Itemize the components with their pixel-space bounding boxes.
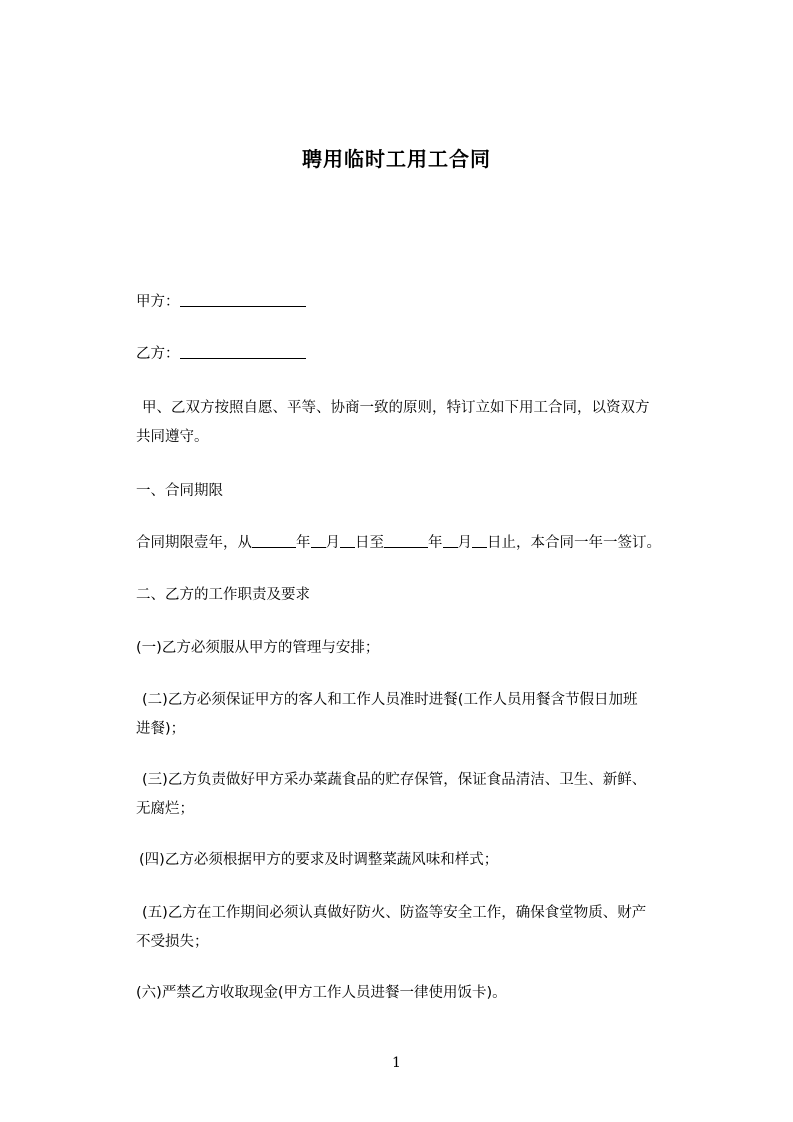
section-1-heading: 一、合同期限 — [136, 483, 223, 499]
duty-item-1: (一)乙方必须服从甲方的管理与安排； — [136, 640, 380, 656]
intro-paragraph — [136, 394, 716, 452]
party-a-label: 甲方： — [136, 294, 180, 310]
term-text-end: 日止，本合同一年一签订。 — [487, 535, 661, 551]
start-day-blank — [340, 533, 355, 548]
document-title: 聘用临时工用工合同 — [302, 147, 491, 171]
term-year-1: 年 — [296, 535, 311, 551]
duty-item-3-line-1: (三)乙方负责做好甲方采办菜蔬食品的贮存保管，保证食品清洁、卫生、新鲜、 — [142, 772, 647, 788]
party-b-line — [136, 340, 716, 369]
term-month-2: 月 — [457, 535, 472, 551]
duty-item-2-line-1: (二)乙方必须保证甲方的客人和工作人员准时进餐(工作人员用餐含节假日加班 — [142, 692, 638, 708]
end-day-blank — [472, 533, 487, 548]
party-b-label: 乙方： — [136, 346, 180, 362]
intro-line-1: 甲、乙双方按照自愿、平等、协商一致的原则，特订立如下用工合同，以资双方 — [142, 400, 650, 416]
section-2-heading: 二、乙方的工作职责及要求 — [136, 587, 310, 603]
duty-item-4 — [136, 846, 716, 875]
term-text-start: 合同期限壹年，从 — [136, 535, 252, 551]
duty-item-3-line-2: 无腐烂； — [136, 801, 194, 817]
page-number: 1 — [392, 1055, 401, 1071]
end-year-blank — [384, 533, 428, 548]
duty-item-2-line-2: 进餐)； — [136, 721, 186, 737]
duty-item-6: (六)严禁乙方收取现金(甲方工作人员进餐一律使用饭卡)。 — [136, 985, 507, 1001]
duty-item-5-line-2: 不受损失； — [136, 934, 209, 950]
term-line — [136, 529, 716, 558]
duty-item-3 — [136, 766, 716, 824]
party-a-line — [136, 288, 716, 317]
start-year-blank — [252, 533, 296, 548]
duty-item-2 — [136, 686, 716, 744]
start-month-blank — [311, 533, 326, 548]
term-year-2: 年 — [428, 535, 443, 551]
duty-item-5-line-1: (五)乙方在工作期间必须认真做好防火、防盗等安全工作，确保食堂物质、财产 — [142, 905, 647, 921]
term-day-to: 日至 — [355, 535, 384, 551]
party-b-blank — [180, 344, 306, 359]
party-a-blank — [180, 292, 306, 307]
duty-item-5 — [136, 899, 716, 957]
duty-item-4-text: (四)乙方必须根据甲方的要求及时调整菜蔬风味和样式； — [139, 852, 499, 868]
term-month-1: 月 — [325, 535, 340, 551]
end-month-blank — [443, 533, 458, 548]
intro-line-2: 共同遵守。 — [136, 429, 209, 445]
